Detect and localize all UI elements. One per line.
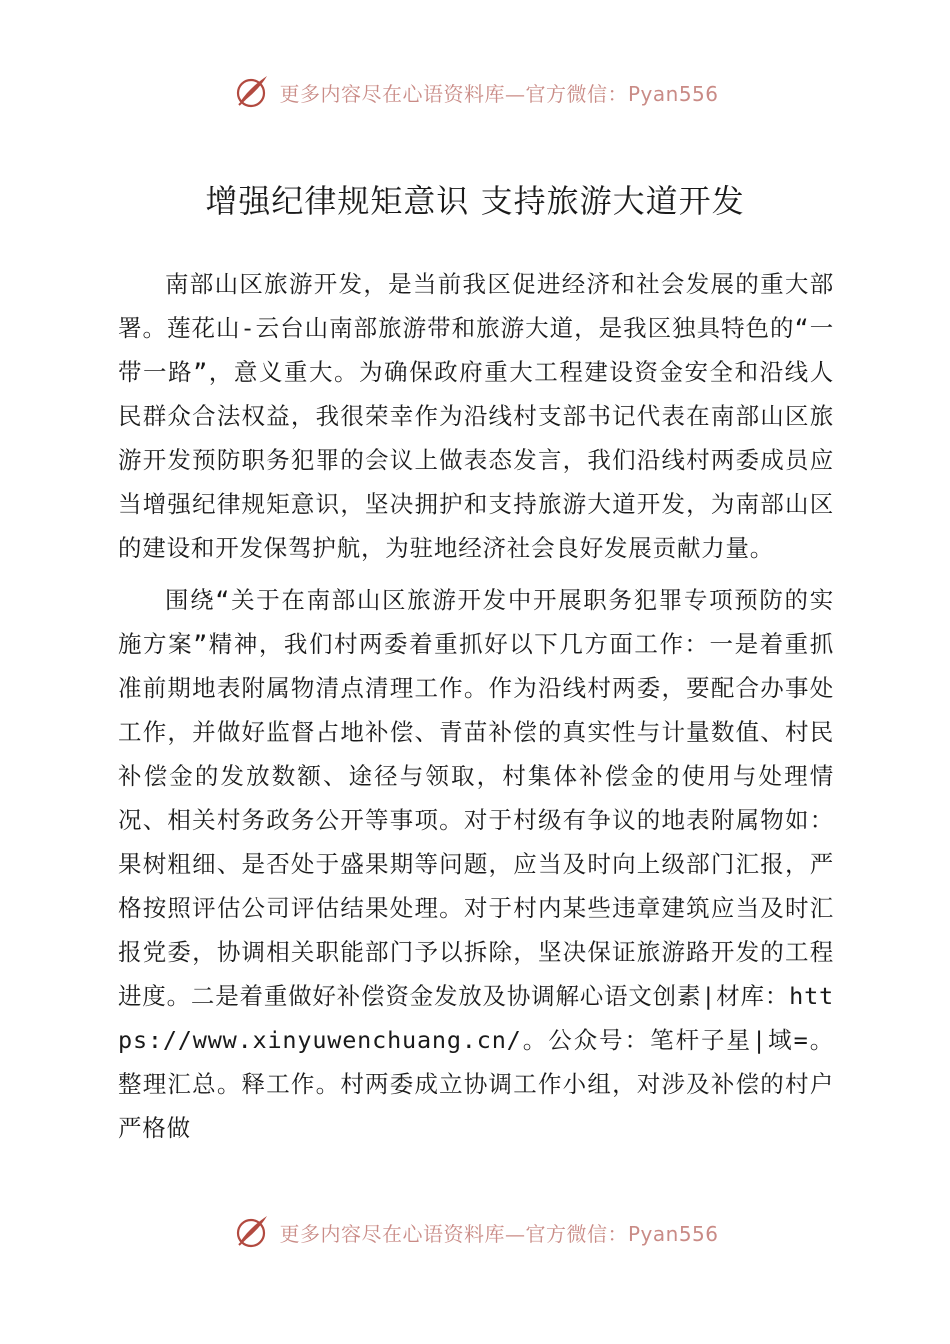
wechat-id: Pyan556 <box>627 81 719 106</box>
quill-pen-logo-icon <box>231 72 271 112</box>
quill-pen-logo-icon <box>231 1212 271 1252</box>
footer-watermark <box>0 1212 950 1252</box>
header-watermark <box>0 72 950 112</box>
paragraph-2: 围绕“关于在南部山区旅游开发中开展职务犯罪专项预防的实施方案”精神，我们村两委着重抓好以下几方面工作：一是着重抓准前期地表附属物清点清理工作。作为沿线村两委，要配合办事处工作，并做好监督占地补偿、青苗补偿的真实性与计量数值、村民补偿金的发放数额、途径与领取，村集体补偿金的使用与处理情况、相关村务政务公开等事项。对于村级有争议的地表附属物如：果树粗细、是否处于盛果期等问题，应当及时向上级部门汇报，严格按照评估公司评估结果处理。对于村内某些违章建筑应当及时汇报党委，协调相关职能部门予以拆除，坚决保证旅游路开发的工程进度。二是着重做好补偿资金发放及协调解心语文创素|材库：https://www.xinyuwenchuang.cn/。公众号：笔杆子星|域=。整理汇总。释工作。村两委成立协调工作小组，对涉及补偿的村户严格做 <box>118 586 834 1142</box>
document-body <box>118 262 834 1158</box>
paragraph-1: 南部山区旅游开发，是当前我区促进经济和社会发展的重大部署。莲花山-云台山南部旅游带和旅游大道，是我区独具特色的“一带一路”，意义重大。为确保政府重大工程建设资金安全和沿线人民群众合法权益，我很荣幸作为沿线村支部书记代表在南部山区旅游开发预防职务犯罪的会议上做表态发言，我们沿线村两委成员应当增强纪律规矩意识，坚决拥护和支持旅游大道开发，为南部山区的建设和开发保驾护航，为驻地经济社会良好发展贡献力量。 <box>118 270 834 562</box>
document-title: 增强纪律规矩意识 支持旅游大道开发 <box>205 182 745 220</box>
watermark-text: 更多内容尽在心语资料库—官方微信：Pyan556 <box>279 1221 719 1246</box>
watermark-text: 更多内容尽在心语资料库—官方微信：Pyan556 <box>279 81 719 106</box>
wechat-id: Pyan556 <box>627 1221 719 1246</box>
